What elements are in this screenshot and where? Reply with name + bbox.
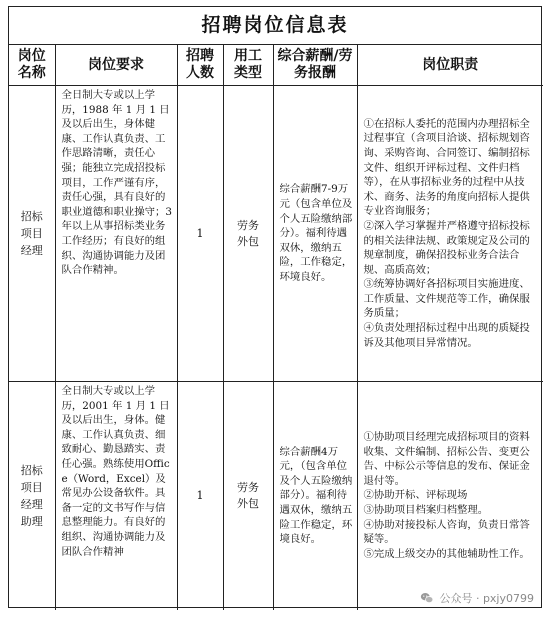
salary-cell: 综合薪酬7-9万元（包含单位及个人五险缴纳部分）。福利待遇双休，缴纳五险，工作稳定，环境良好。: [273, 86, 357, 382]
requirements-cell: 全日制大专或以上学历，2001 年 1 月 1 日及以后出生，身体。健康、工作认真负责、细致耐心、勤恳踏实、责任心强。熟练使用Office（Word，Excel）及常见办公设备软件。具备一定的文书写作与信息整理能力。有良好的组织、沟通协调能力及团队合作精神: [55, 382, 177, 610]
watermark-text: 公众号 · pxjy0799: [439, 592, 534, 605]
table-title: 招聘岗位信息表: [9, 7, 541, 45]
duty-item: ③统筹协调好各招标项目实施进度、工作质量、文件规范等工作，确保服务质量；: [363, 278, 530, 320]
table-row: [9, 86, 543, 382]
duty-item: ①协助项目经理完成招标项目的资料收集、文件编制、招标公告、变更公告、中标公示等信息的发布、保证金退付等。: [363, 431, 530, 487]
header-requirements: 岗位要求: [55, 45, 177, 86]
wechat-icon: [420, 591, 434, 605]
header-count: 招聘人数: [177, 45, 223, 86]
duty-item: ③协助项目档案归档整理。: [363, 504, 489, 517]
account-watermark: [417, 589, 537, 607]
headcount-cell: 1: [177, 382, 223, 610]
headcount-cell: 1: [177, 86, 223, 382]
header-duties: 岗位职责: [357, 45, 543, 86]
employment-type-cell: 劳务外包: [223, 382, 273, 610]
position-name-cell: 招标项目经理助理: [9, 382, 55, 610]
employment-type-cell: 劳务外包: [223, 86, 273, 382]
header-row: [9, 45, 543, 86]
table-row: [9, 382, 543, 610]
header-salary: 综合薪酬/劳务报酬: [273, 45, 357, 86]
duty-item: ④负责处理招标过程中出现的质疑投诉及其他项目异常情况。: [363, 322, 530, 349]
duty-item: ⑤完成上级交办的其他辅助性工作。: [363, 547, 530, 560]
duty-item: ②深入学习掌握并严格遵守招标投标的相关法律法规、政策规定及公司的规章制度，确保招投标业务合法合规、高质高效；: [363, 219, 530, 276]
salary-cell: 综合薪酬4万元，（包含单位及个人五险缴纳部分）。福利待遇双休，缴纳五险工作稳定，环境良好。: [273, 382, 357, 610]
duty-item: ④协助对接投标人咨询，负责日常答疑等。: [363, 518, 530, 546]
header-name: 岗位名称: [9, 45, 55, 86]
recruitment-table-sheet: [8, 6, 542, 608]
header-type: 用工类型: [223, 45, 273, 86]
duty-item: ①在招标人委托的范围内办理招标全过程事宜（含项目洽谈、招标规划咨询、采购咨询、合同签订、编制招标文件、组织开评标过程、文件归档等），在从事招标业务的过程中从技术、商务、法务的角度向招标人提供专业咨询服务；: [363, 117, 530, 218]
duties-cell: [357, 86, 543, 382]
duty-item: ②协助开标、评标现场: [363, 489, 468, 502]
duties-cell: [357, 382, 543, 610]
requirements-cell: 全日制大专或以上学历，1988 年 1 月 1 日及以后出生，身体健康、工作认真负责、工作思路清晰，责任心强；能独立完成招投标项目，工作严谨有序，责任心强，具有良好的职业道德和职业操守；3年以上从事招标类业务工作经历；有良好的组织、沟通协调能力及团队合作精神。: [55, 86, 177, 382]
position-name-cell: 招标项目经理: [9, 86, 55, 382]
positions-table: [9, 45, 543, 610]
